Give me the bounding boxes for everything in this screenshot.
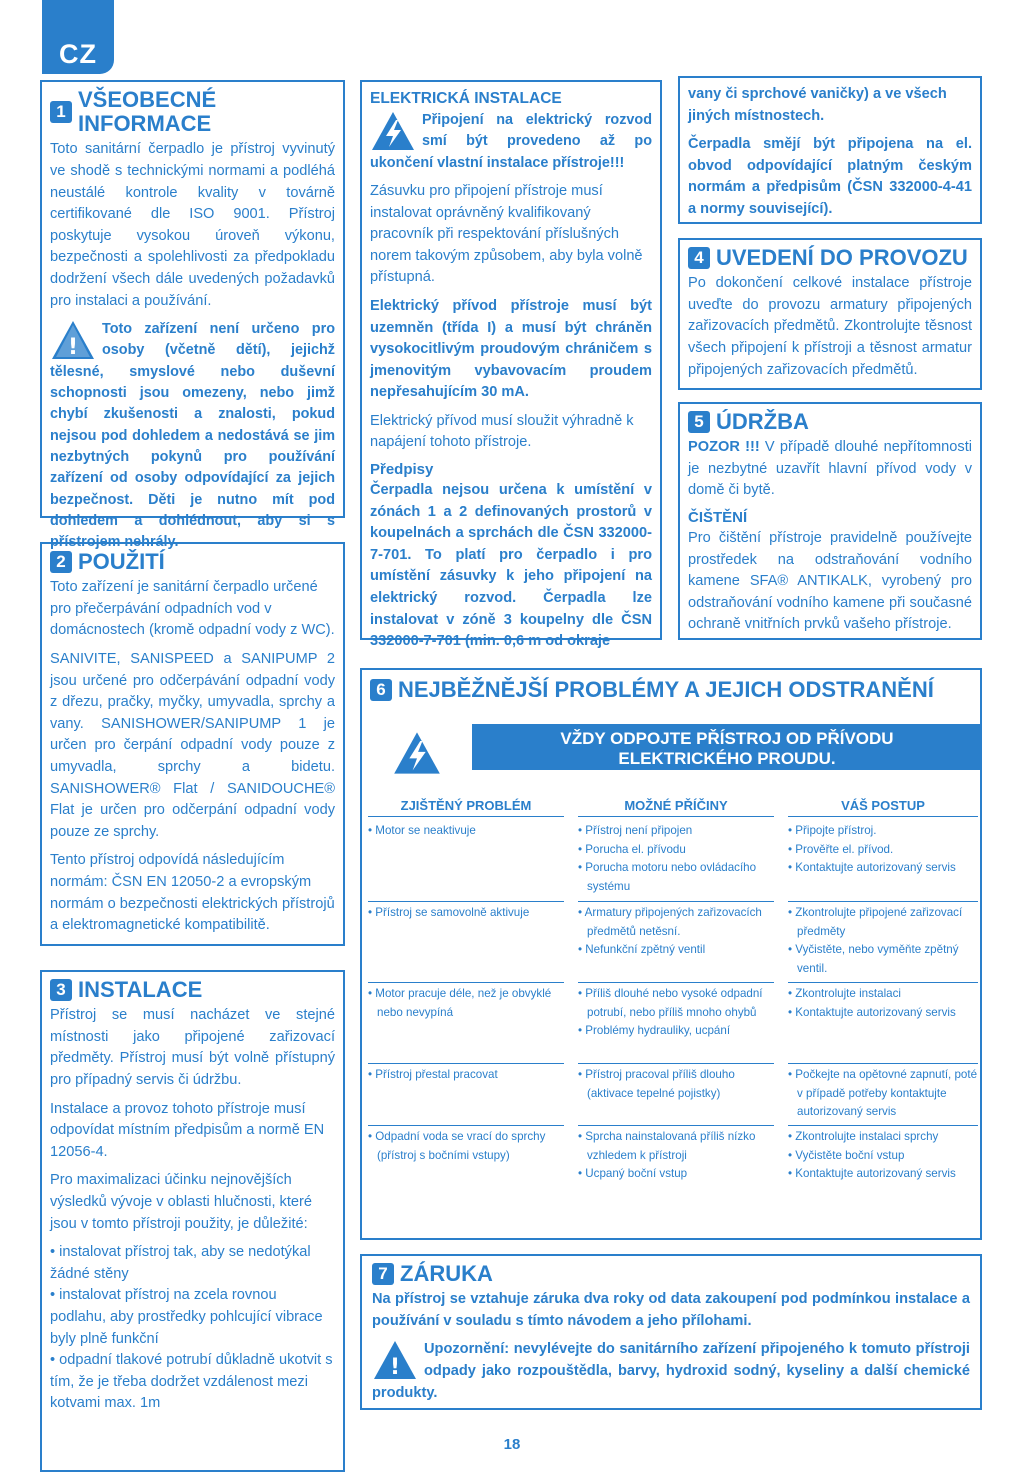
- section-title: [370, 678, 934, 702]
- paragraph: Toto sanitární čerpadlo je přístroj vyvinutý ve shodě s technickými normami a podléhá neustálé kontrole kvality v továrně certifikované dle ISO 9001. Přístroj poskytuje vysokou úroveň výkonu, bezpečnosti a spolehlivosti za předpokladu dodržení všech dále uvedených požadavků pro instalaci a používání.: [50, 141, 335, 309]
- table-cell-line: • Zkontrolujte připojené zařizovací předměty: [788, 906, 963, 938]
- banner-line: ELEKTRICKÉHO PROUDU.: [618, 748, 836, 768]
- section-number: 5: [688, 411, 710, 433]
- section-title: [688, 410, 972, 434]
- table-cell-line: • Porucha el. přívodu: [578, 842, 686, 856]
- paragraph: Přístroj se musí nacházet ve stejné místnosti jako připojené zařizovací předměty. Přístroj musí být volně přístupný pro případný servis či údržbu.: [50, 1007, 335, 1088]
- table-cell-causes: [578, 982, 774, 1062]
- section-warranty: [360, 1254, 982, 1410]
- table-cell-line: • Nefunkční zpětný ventil: [578, 943, 706, 957]
- section-title-text: NEJBĚŽNĚJŠÍ PROBLÉMY A JEJICH ODSTRANĚNÍ: [398, 677, 934, 702]
- warning-triangle-icon: [372, 1339, 418, 1381]
- column-header-problem: ZJIŠTĚNÝ PROBLÉM: [368, 796, 564, 817]
- subsection-title: ČIŠTĚNÍ: [688, 508, 748, 526]
- electric-hazard-icon: [370, 110, 416, 152]
- table-cell-line: • Porucha motoru nebo ovládacího systému: [578, 861, 757, 893]
- section-number: 2: [50, 551, 72, 573]
- table-cell-actions: [788, 901, 978, 981]
- table-cell-problem: [368, 901, 564, 981]
- section-title-text: INSTALACE: [78, 977, 203, 1002]
- table-cell-line: • Příliš dlouhé nebo vysoké odpadní potrubí, nebo příliš mnoho ohybů: [578, 987, 763, 1019]
- table-cell-causes: [578, 820, 774, 900]
- section-general-info: [40, 80, 345, 551]
- section-title-text: VŠEOBECNÉ INFORMACE: [78, 87, 217, 137]
- banner-line: VŽDY ODPOJTE PŘÍSTROJ OD PŘÍVODU: [560, 729, 894, 748]
- table-cell-actions: [788, 1125, 978, 1215]
- subsection-title: Předpisy: [370, 461, 434, 479]
- table-cell-problem: [368, 1125, 564, 1215]
- disconnect-banner: [472, 724, 982, 770]
- paragraph: Instalace a provoz tohoto přístroje musí odpovídat místním předpisům a normě EN 12056-4.: [50, 1100, 325, 1160]
- table-cell-line: • Problémy hydrauliky, ucpání: [578, 1024, 731, 1038]
- table-cell-line: • Přístroj se samovolně aktivuje: [368, 906, 530, 919]
- section-title-text: POUŽITÍ: [78, 549, 165, 574]
- table-cell-actions: [788, 982, 978, 1062]
- paragraph: Na přístroj se vztahuje záruka dva roky od data zakoupení pod podmínkou instalace a používání v souladu s tímto návodem a jeho přílohami.: [372, 1291, 970, 1329]
- section-number: 4: [688, 247, 710, 269]
- electric-hazard-icon: [392, 730, 442, 776]
- paragraph: Pro čištění přístroje pravidelně používejte prostředek na odstraňování vodního kamene SFA® ANTIKALK, vyrobený pro odstraňování vodního kamene při současné ochraně vnitřních prvků vašeho přístroje.: [688, 529, 972, 633]
- svg-text:!: !: [389, 1355, 401, 1381]
- paragraph: vany či sprchové vaničky) a ve všech jiných místnostech.: [688, 86, 947, 124]
- table-cell-line: • Prověřte el. přívod.: [788, 842, 894, 856]
- svg-text:!: !: [67, 335, 79, 361]
- section-usage: [40, 542, 345, 946]
- warning-text: Upozornění: nevylévejte do sanitárního zařízení připojeného k tomuto přístroji odpady jako rozpouštědla, barvy, hydroxid sodný, kyseliny a další chemické produkty.: [372, 1341, 970, 1401]
- table-cell-actions: [788, 1063, 978, 1124]
- section-number: 7: [372, 1263, 394, 1285]
- section-electrical-continued: [678, 76, 982, 224]
- section-installation: [40, 970, 345, 1472]
- table-cell-line: • Armatury připojených zařizovacích předmětů netěsní.: [578, 906, 762, 938]
- language-tab: CZ: [42, 0, 114, 74]
- column-header-causes: MOŽNÉ PŘÍČINY: [578, 796, 774, 817]
- paragraph: [688, 437, 972, 502]
- table-cell-line: • Připojte přístroj.: [788, 824, 877, 837]
- section-title-text: ZÁRUKA: [400, 1261, 493, 1286]
- table-cell-causes: [578, 901, 774, 981]
- section-title: [688, 246, 972, 270]
- warning-text: Připojení na elektrický rozvod smí být provedeno až po ukončení vlastní instalace přístroje!!!: [370, 112, 652, 171]
- table-cell-line: • Sprcha nainstalovaná příliš nízko vzhledem k přístroji: [578, 1130, 756, 1162]
- section-number: 3: [50, 979, 72, 1001]
- table-cell-line: • Motor se neaktivuje: [368, 824, 476, 837]
- table-cell-line: • Kontaktujte autorizovaný servis: [788, 861, 956, 875]
- warning-block: [50, 319, 335, 553]
- table-cell-line: • Ucpaný boční vstup: [578, 1167, 688, 1181]
- table-cell-line: • Odpadní voda se vrací do sprchy (přístroj s bočními vstupy): [368, 1130, 546, 1162]
- caution-text: V případě dlouhé nepřítomnosti je nezbytné uzavřít hlavní přívod vody v domě či bytě.: [688, 439, 973, 499]
- page-number: 18: [503, 1436, 521, 1453]
- section-number: 6: [370, 679, 392, 701]
- table-cell-problem: [368, 982, 564, 1062]
- paragraph: Pro maximalizaci účinku nejnovějších výsledků vývoje v oblasti hlučnosti, které jsou v tomto přístroji použity, je důležité:: [50, 1172, 312, 1232]
- table-cell-line: • Zkontrolujte instalaci sprchy: [788, 1130, 939, 1143]
- list-item: • odpadní tlakové potrubí důkladně ukotvit s tím, že je třeba dodržet vzdálenost mezi kotvami max. 1m: [50, 1352, 333, 1412]
- table-cell-line: • Počkejte na opětovné zapnutí, poté v případě potřeby kontaktujte autorizovaný servis: [788, 1068, 978, 1119]
- section-title: [50, 88, 335, 136]
- subsection-title: ELEKTRICKÁ INSTALACE: [370, 90, 562, 107]
- caution-label: POZOR !!!: [688, 439, 760, 456]
- paragraph: Elektrický přívod přístroje musí být uzemněn (třída I) a musí být chráněn vysokocitlivým proudovým chráničem s jmenovitým vybavovacím proudem nepřesahujícím 30 mA.: [370, 297, 652, 401]
- list-item: • instalovat přístroj tak, aby se nedotýkal žádné stěny: [50, 1244, 311, 1282]
- paragraph: Čerpadla nejsou určena k umístění v zónách 1 a 2 definovaných prostorů v koupelnách a sprchách dle ČSN 332000-7-701. To platí pro čerpadlo i pro umístění zásuvky k jeho připojení na elektrický rozvod. Čerpadla lze instalovat v zóně 3 koupelny dle ČSN 332000-7-701 (min. 0,6 m od okraje: [370, 482, 652, 650]
- list-item: • instalovat přístroj na zcela rovnou podlahu, aby prostředky pohlcující vibrace byly plně funkční: [50, 1287, 323, 1347]
- warning-triangle-icon: [50, 319, 96, 361]
- table-cell-line: • Přístroj není připojen: [578, 824, 693, 837]
- section-title-text: ÚDRŽBA: [716, 409, 809, 434]
- table-cell-line: • Vyčistěte boční vstup: [788, 1148, 905, 1162]
- section-title-text: UVEDENÍ DO PROVOZU: [716, 245, 968, 270]
- table-cell-problem: [368, 820, 564, 900]
- table-cell-causes: [578, 1125, 774, 1215]
- table-cell-line: • Přístroj pracoval příliš dlouho (aktivace tepelné pojistky): [578, 1068, 735, 1100]
- paragraph: Po dokončení celkové instalace přístroje uveďte do provozu armatury připojených zařizovacích předmětů. Zkontrolujte těsnost všech připojení k přístroji a těsnost armatur připojených zařizovacích předmětů.: [688, 275, 972, 378]
- section-commissioning: [678, 238, 982, 390]
- section-maintenance: [678, 402, 982, 640]
- table-cell-line: • Vyčistěte, nebo vyměňte zpětný ventil.: [788, 943, 959, 975]
- table-cell-line: • Přístroj přestal pracovat: [368, 1068, 498, 1081]
- paragraph: Zásuvku pro připojení přístroje musí instalovat oprávněný kvalifikovaný pracovník při respektování příslušných norem takovým způsobem, aby byla volně přístupná.: [370, 182, 643, 286]
- table-cell-line: • Zkontrolujte instalaci: [788, 987, 901, 1000]
- section-title: [50, 550, 335, 574]
- warning-block: [370, 110, 652, 174]
- warning-text: Toto zařízení není určeno pro osoby (včetně dětí), jejichž tělesné, smyslové nebo duševní schopnosti jsou omezeny, nebo jimž chybí zkušenosti a znalosti, pokud nejsou pod dohledem a nedostává se jim nezbytných pokynů pro používání zařízení od osoby odpovídající za jejich bezpečnost. Děti je nutno mít pod dohledem a dohlédnout, aby si s přístrojem nehrály.: [50, 321, 335, 551]
- paragraph: Elektrický přívod musí sloužit výhradně k napájení tohoto přístroje.: [370, 412, 634, 451]
- section-electrical: [360, 80, 662, 650]
- table-cell-actions: [788, 820, 978, 900]
- paragraph: Čerpadla smějí být připojena na el. obvod odpovídající platným českým normám a předpisům (ČSN 332000-4-41 a normy související).: [688, 136, 972, 217]
- warning-block: [372, 1339, 970, 1404]
- table-cell-line: • Kontaktujte autorizovaný servis: [788, 1005, 956, 1019]
- paragraph: Toto zařízení je sanitární čerpadlo určené pro přečerpávání odpadních vod v domácnostech (kromě odpadní vody z WC).: [50, 579, 335, 639]
- paragraph: SANIVITE, SANISPEED a SANIPUMP 2 jsou určené pro odčerpávání odpadní vody z dřezu, pračky, myčky, umyvadla, sprchy a vany. SANISHOWER/SANIPUMP 1 je určen pro čerpání odpadní vody pouze z umyvadla, sprchy a bidetu. SANISHOWER® Flat / SANIDOUCHE® Flat je určen pro odčerpání odpadní vody pouze ze sprchy.: [50, 650, 335, 840]
- section-number: 1: [50, 101, 72, 123]
- table-cell-causes: [578, 1063, 774, 1124]
- column-header-actions: VÁŠ POSTUP: [788, 796, 978, 817]
- section-title: [50, 978, 335, 1002]
- paragraph: Tento přístroj odpovídá následujícím normám: ČSN EN 12050-2 a evropským normám o bezpečnosti elektrických přístrojů a elektromagnetické kompatibilitě.: [50, 852, 335, 934]
- section-title: [372, 1262, 970, 1286]
- table-cell-problem: [368, 1063, 564, 1124]
- table-cell-line: • Kontaktujte autorizovaný servis: [788, 1167, 956, 1181]
- table-cell-line: • Motor pracuje déle, než je obvyklé nebo nevypíná: [368, 987, 552, 1019]
